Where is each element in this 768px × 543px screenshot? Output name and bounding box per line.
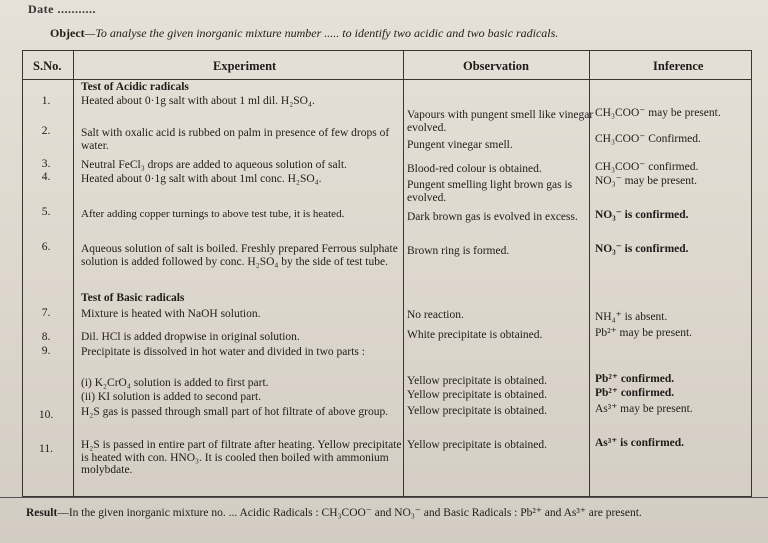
row-observation: Dark brown gas is evolved in excess. xyxy=(407,211,578,223)
row-experiment: (i) K₂CrO₄ solution is added to first part. xyxy=(81,377,269,389)
object-line xyxy=(50,26,750,41)
row-observation: Yellow precipitate is obtained. xyxy=(407,389,547,401)
row-experiment: Aqueous solution of salt is boiled. Freshly prepared Ferrous sulphate solution is added followed by conc. H₂SO₄ by the side of test tube. xyxy=(81,243,398,268)
header-experiment: Experiment xyxy=(213,59,277,73)
row-sno: 8. xyxy=(41,331,51,343)
column-divider xyxy=(403,51,404,496)
row-inference: Pb²⁺ confirmed. xyxy=(595,387,675,399)
row-inference: Pb²⁺ confirmed. xyxy=(595,373,675,385)
row-inference: CH₃COO⁻ may be present. xyxy=(595,107,721,119)
row-observation: Yellow precipitate is obtained. xyxy=(407,375,547,387)
row-inference: Pb²⁺ may be present. xyxy=(595,327,693,339)
row-observation: Yellow precipitate is obtained. xyxy=(407,439,547,451)
row-sno: 2. xyxy=(41,125,51,137)
row-observation: Vapours with pungent smell like vinegar evolved. xyxy=(407,109,594,134)
row-inference: NO₃⁻ is confirmed. xyxy=(595,243,689,255)
row-experiment: Dil. HCl is added dropwise in original solution. xyxy=(81,331,300,343)
row-inference: NH₄⁺ is absent. xyxy=(595,311,668,323)
row-experiment: Precipitate is dissolved in hot water and divided in two parts : xyxy=(81,346,365,358)
row-experiment: H₂S is passed in entire part of filtrate after heating. Yellow precipitate is heated with con. HNO₃. It is cooled then boiled with ammonium molybdate. xyxy=(81,439,402,476)
row-experiment: Heated about 0·1g salt with about 1ml conc. H₂SO₄. xyxy=(81,173,322,185)
column-divider xyxy=(73,51,74,496)
row-inference: As³⁺ is confirmed. xyxy=(595,437,685,449)
row-sno: 10. xyxy=(38,409,54,421)
header-sno: S.No. xyxy=(33,59,62,73)
row-observation: Brown ring is formed. xyxy=(407,245,510,257)
date-label: Date ........... xyxy=(28,2,96,16)
row-sno: 3. xyxy=(41,158,51,170)
result-text: —In the given inorganic mixture no. ... Acidic Radicals : CH₃COO⁻ and NO₃⁻ and Basic Radicals : Pb²⁺ and As³⁺ are present. xyxy=(57,507,642,519)
header-inference: Inference xyxy=(653,59,704,73)
result-label: Result xyxy=(26,507,58,519)
row-experiment: After adding copper turnings to above test tube, it is heated. xyxy=(81,208,345,220)
row-observation: No reaction. xyxy=(407,309,464,321)
row-experiment: H₂S gas is passed through small part of hot filtrate of above group. xyxy=(81,406,389,418)
row-observation: White precipitate is obtained. xyxy=(407,329,543,341)
row-experiment: Heated about 0·1g salt with about 1 ml dil. H₂SO₄. xyxy=(81,95,315,107)
row-experiment: Salt with oxalic acid is rubbed on palm in presence of few drops of water. xyxy=(81,127,390,152)
row-experiment: (ii) KI solution is added to second part. xyxy=(81,391,262,403)
object-label: Object xyxy=(50,26,85,40)
section-acidic: Test of Acidic radicals xyxy=(81,81,189,93)
experiment-table xyxy=(22,50,752,497)
row-observation: Pungent smelling light brown gas is evolved. xyxy=(407,179,573,204)
row-inference: As³⁺ may be present. xyxy=(595,403,693,415)
row-inference: NO₃⁻ is confirmed. xyxy=(595,209,689,221)
object-text: —To analyse the given inorganic mixture number ..... to identify two acidic and two basic radicals. xyxy=(84,26,559,40)
row-experiment: Mixture is heated with NaOH solution. xyxy=(81,308,261,320)
header-observation: Observation xyxy=(463,59,529,73)
table-header xyxy=(23,51,751,80)
row-inference: CH₃COO⁻ confirmed. xyxy=(595,161,699,173)
row-inference: CH₃COO⁻ Confirmed. xyxy=(595,133,701,145)
row-inference: NO₃⁻ may be present. xyxy=(595,175,698,187)
row-sno: 7. xyxy=(41,307,51,319)
row-sno: 6. xyxy=(41,241,51,253)
row-observation: Pungent vinegar smell. xyxy=(407,139,513,151)
row-observation: Blood-red colour is obtained. xyxy=(407,163,542,175)
row-sno: 5. xyxy=(41,206,51,218)
row-observation: Yellow precipitate is obtained. xyxy=(407,405,547,417)
row-sno: 11. xyxy=(39,443,53,455)
row-experiment: Neutral FeCl₃ drops are added to aqueous solution of salt. xyxy=(81,159,347,171)
row-sno: 1. xyxy=(41,95,51,107)
page-rule xyxy=(0,497,768,498)
section-basic: Test of Basic radicals xyxy=(81,292,185,304)
row-sno: 4. xyxy=(41,171,51,183)
result-line xyxy=(26,505,756,519)
row-sno: 9. xyxy=(41,345,51,357)
